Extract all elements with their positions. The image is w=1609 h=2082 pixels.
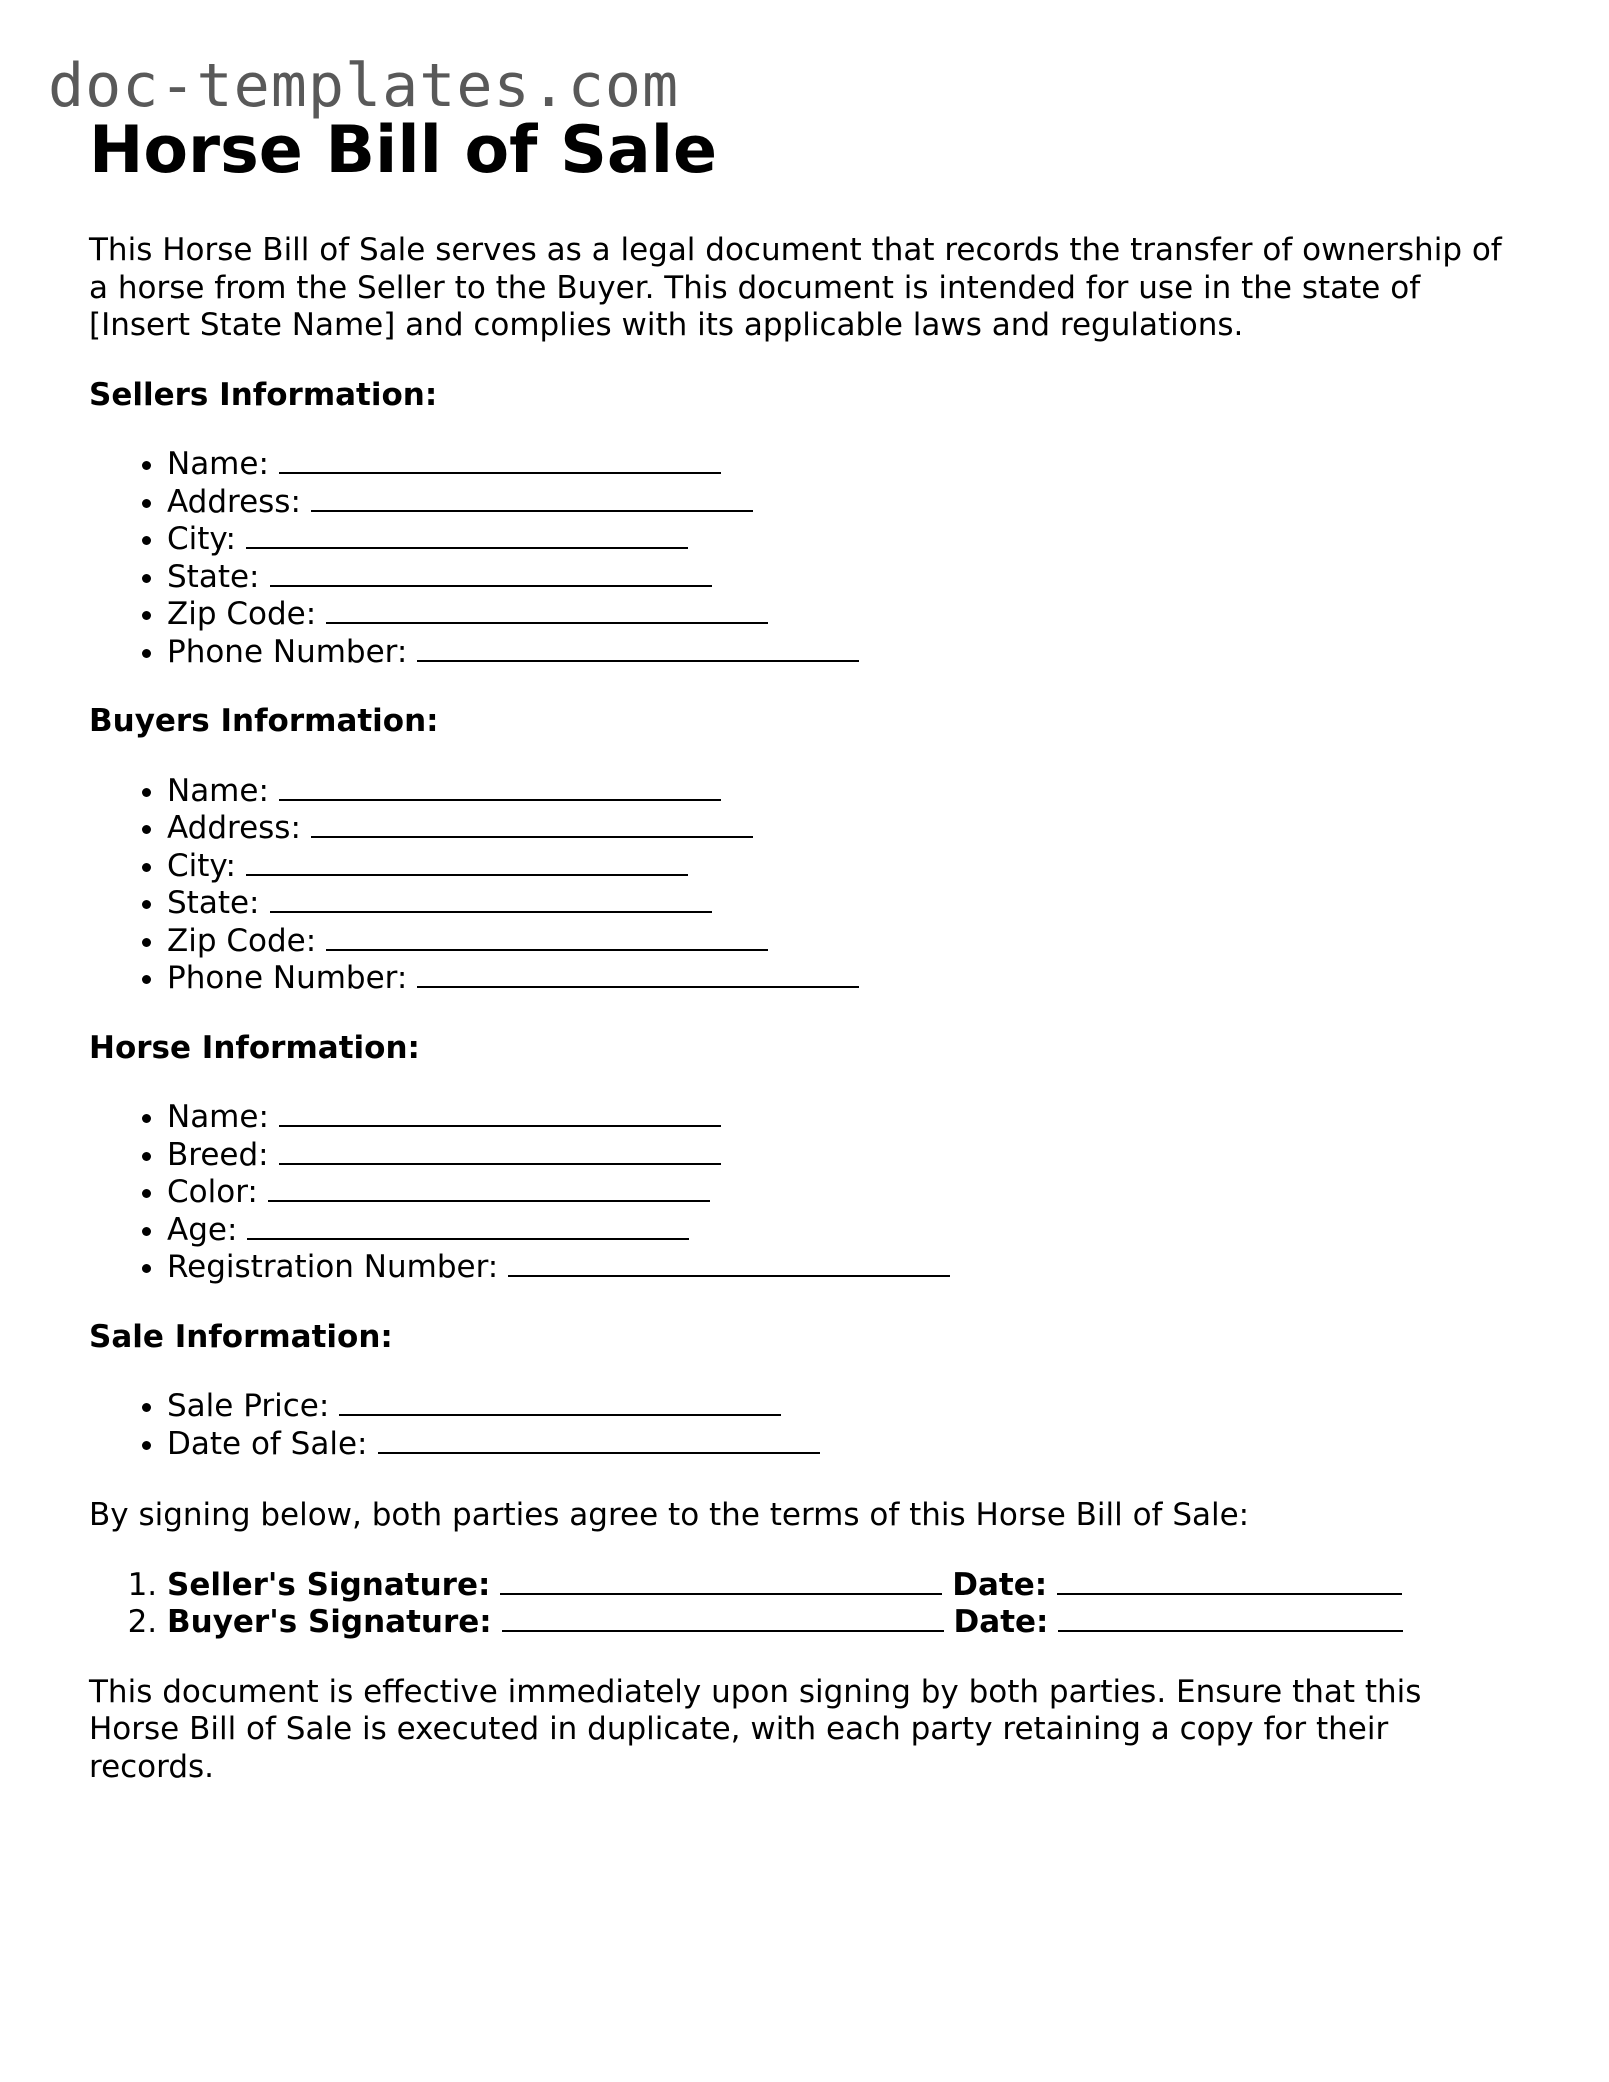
blank-line[interactable] <box>246 848 688 876</box>
agreement-text: By signing below, both parties agree to the terms of this Horse Bill of Sale: <box>89 1497 1250 1533</box>
buyer-signature-line[interactable] <box>502 1604 944 1632</box>
blank-line[interactable] <box>268 1174 710 1202</box>
field-label: State: <box>167 558 260 595</box>
field-label: Name: <box>167 1099 269 1135</box>
buyer-date-label: Date: <box>953 1604 1049 1640</box>
field-label: City: <box>167 847 236 884</box>
document-title: Horse Bill of Sale <box>89 113 718 188</box>
blank-line[interactable] <box>417 634 859 662</box>
list-item <box>167 1099 1509 1137</box>
blank-line[interactable] <box>270 885 712 913</box>
blank-line[interactable] <box>326 923 768 951</box>
blank-line[interactable] <box>279 1099 721 1127</box>
blank-line[interactable] <box>378 1426 820 1454</box>
blank-line[interactable] <box>311 484 753 512</box>
blank-line[interactable] <box>246 521 688 549</box>
list-item <box>167 1426 1509 1464</box>
field-label: Address: <box>167 483 301 520</box>
field-label: Breed: <box>167 1136 269 1173</box>
field-label: Zip Code: <box>167 922 317 959</box>
list-item <box>167 484 1509 522</box>
list-item <box>167 923 1509 961</box>
watermark: doc-templates.com <box>48 51 680 121</box>
field-label: Registration Number: <box>167 1249 499 1285</box>
blank-line[interactable] <box>417 960 859 988</box>
field-label: Sale Price: <box>167 1388 330 1424</box>
horse-field-list <box>89 1099 1509 1287</box>
sale-field-list <box>89 1388 1509 1463</box>
field-label: Age: <box>167 1211 238 1248</box>
sellers-heading: Sellers Information: <box>89 376 438 413</box>
intro-paragraph: This Horse Bill of Sale serves as a legal document that records the transfer of ownership of a horse from the Seller to the Buyer. This document is intended for use in the state of [Insert State Name] and complies with its applicable laws and regulations. <box>89 232 1502 343</box>
signature-row <box>167 1604 1509 1642</box>
list-item <box>167 634 1509 672</box>
field-label: Date of Sale: <box>167 1425 368 1462</box>
field-label: City: <box>167 521 236 557</box>
blank-line[interactable] <box>247 1212 689 1240</box>
buyers-field-list <box>89 773 1509 998</box>
sale-heading: Sale Information: <box>89 1318 393 1355</box>
blank-line[interactable] <box>508 1249 950 1277</box>
seller-date-line[interactable] <box>1057 1567 1402 1595</box>
list-item <box>167 1212 1509 1250</box>
seller-signature-line[interactable] <box>500 1567 942 1595</box>
field-label: Name: <box>167 446 269 482</box>
list-item <box>167 446 1509 484</box>
blank-line[interactable] <box>326 596 768 624</box>
field-label: Zip Code: <box>167 596 317 632</box>
buyer-date-line[interactable] <box>1058 1604 1403 1632</box>
list-item <box>167 960 1509 998</box>
blank-line[interactable] <box>279 773 721 801</box>
seller-signature-label: Seller's Signature: <box>167 1566 491 1603</box>
closing-paragraph: This document is effective immediately upon signing by both parties. Ensure that this Horse Bill of Sale is executed in duplicate, with each party retaining a copy for their records. <box>89 1673 1422 1785</box>
field-label: Address: <box>167 810 301 846</box>
list-item <box>167 885 1509 923</box>
document <box>89 112 1509 1786</box>
blank-line[interactable] <box>279 1137 721 1165</box>
list-item <box>167 596 1509 634</box>
list-item <box>167 848 1509 886</box>
field-label: Name: <box>167 772 269 809</box>
sellers-field-list <box>89 446 1509 671</box>
list-item <box>167 773 1509 811</box>
horse-heading: Horse Information: <box>89 1029 420 1066</box>
field-label: Color: <box>167 1174 258 1210</box>
list-item <box>167 521 1509 559</box>
seller-date-label: Date: <box>952 1566 1048 1603</box>
blank-line[interactable] <box>311 810 753 838</box>
signature-list <box>89 1567 1509 1642</box>
field-label: Phone Number: <box>167 633 408 670</box>
list-item <box>167 810 1509 848</box>
field-label: Phone Number: <box>167 960 408 996</box>
field-label: State: <box>167 885 260 921</box>
blank-line[interactable] <box>270 559 712 587</box>
buyers-heading: Buyers Information: <box>89 703 439 739</box>
signature-row <box>167 1567 1509 1605</box>
blank-line[interactable] <box>279 446 721 474</box>
blank-line[interactable] <box>339 1388 781 1416</box>
list-item <box>167 1137 1509 1175</box>
list-item <box>167 1174 1509 1212</box>
list-item <box>167 1388 1509 1426</box>
list-item <box>167 559 1509 597</box>
buyer-signature-label: Buyer's Signature: <box>167 1604 492 1640</box>
list-item <box>167 1249 1509 1287</box>
